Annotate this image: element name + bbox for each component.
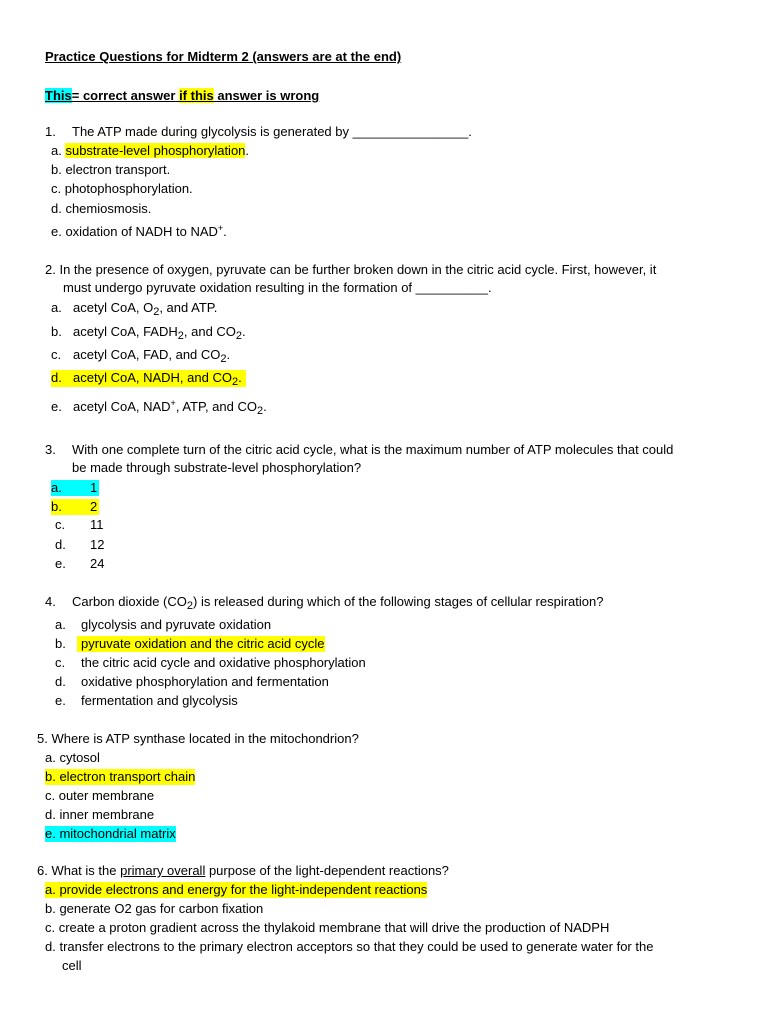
question-2-option-d bbox=[51, 370, 246, 387]
question-5-stem: 5. Where is ATP synthase located in the mitochondrion? bbox=[37, 731, 359, 746]
question-6-option-a: a. provide electrons and energy for the light-independent reactions bbox=[45, 882, 428, 897]
question-5-option-d: d. inner membrane bbox=[45, 807, 155, 822]
question-1-option-e: e. oxidation of NADH to NAD+. bbox=[51, 223, 227, 239]
question-3-option-e: e. 24 bbox=[55, 556, 105, 571]
legend-rest-text: answer is wrong bbox=[213, 88, 320, 103]
question-2-stem-line-2: must undergo pyruvate oxidation resulting in the formation of __________. bbox=[63, 280, 492, 295]
question-3-option-d: d. 12 bbox=[55, 537, 105, 552]
highlight-legend bbox=[45, 88, 319, 104]
question-4-option-a: a. glycolysis and pyruvate oxidation bbox=[55, 617, 272, 632]
page-title: Practice Questions for Midterm 2 (answers are at the end) bbox=[45, 49, 402, 64]
question-1-option-c: c. photophosphorylation. bbox=[51, 181, 193, 196]
question-3-option-c: c. 11 bbox=[55, 517, 104, 532]
question-2-option-e: e. acetyl CoA, NAD+, ATP, and $CO_2$. bbox=[51, 398, 267, 417]
question-1-number: 1. bbox=[45, 124, 56, 139]
question-1-stem: The ATP made during glycolysis is generated by ________________. bbox=[72, 124, 472, 139]
question-3-stem-line-2: be made through substrate-level phosphorylation? bbox=[72, 460, 362, 475]
legend-correct-text: = correct answer bbox=[71, 88, 176, 103]
question-4-option-d: d. oxidative phosphorylation and fermentation bbox=[55, 674, 329, 689]
question-2-option-b: b. acetyl CoA, $FADH_2$, and $CO_2$. bbox=[51, 324, 246, 342]
question-1-option-d: d. chemiosmosis. bbox=[51, 201, 152, 216]
question-3-stem-line-1: With one complete turn of the citric acid cycle, what is the maximum number of ATP molecules that could bbox=[72, 442, 674, 457]
question-4-number: 4. bbox=[45, 594, 56, 609]
correct-answer-highlight: pyruvate oxidation and the citric acid cycle bbox=[77, 636, 325, 652]
question-5-option-b: b. electron transport chain bbox=[45, 769, 196, 784]
question-6-option-d-line-1: d. transfer electrons to the primary electron acceptors so that they could be used to generate water for the bbox=[45, 939, 654, 954]
question-2-option-c: c. acetyl CoA, FAD, and $CO_2$. bbox=[51, 347, 231, 365]
question-4-stem: Carbon dioxide $(CO_2)$ is released during which of the following stages of cellular respiration? bbox=[72, 594, 604, 612]
question-4-option-b: b. pyruvate oxidation and the citric acid cycle bbox=[55, 636, 325, 651]
question-2-option-a: a. acetyl CoA, $O_2$, and ATP. bbox=[51, 300, 218, 318]
legend-wrong-swatch: This bbox=[45, 88, 72, 103]
legend-correct-swatch: if this bbox=[179, 88, 214, 103]
question-6-option-b: b. generate O2 gas for carbon fixation bbox=[45, 901, 264, 916]
question-3-number: 3. bbox=[45, 442, 56, 457]
question-6-stem: 6. What is the primary overall purpose of the light-dependent reactions? bbox=[37, 863, 449, 878]
question-4-option-e: e. fermentation and glycolysis bbox=[55, 693, 238, 708]
question-3-option-a: a. 1 bbox=[51, 480, 98, 495]
question-5-option-c: c. outer membrane bbox=[45, 788, 155, 803]
question-2-stem-line-1: 2. In the presence of oxygen, pyruvate can be further broken down in the citric acid cycle. First, however, it bbox=[45, 262, 657, 277]
question-6-option-c: c. create a proton gradient across the thylakoid membrane that will drive the production of NADPH bbox=[45, 920, 610, 935]
question-3-option-b: b. 2 bbox=[51, 499, 98, 514]
question-6-option-d-line-2: cell bbox=[62, 958, 82, 973]
question-5-option-a: a. cytosol bbox=[45, 750, 100, 765]
question-1-option-a: a. substrate-level phosphorylation. bbox=[51, 143, 250, 158]
question-4-option-c: c. the citric acid cycle and oxidative phosphorylation bbox=[55, 655, 366, 670]
question-1-option-b: b. electron transport. bbox=[51, 162, 171, 177]
question-5-option-e: e. mitochondrial matrix bbox=[45, 826, 176, 841]
correct-answer-highlight: substrate-level phosphorylation bbox=[65, 143, 246, 158]
correct-answer-highlight: d. acetyl CoA, NADH, and $CO_2$. bbox=[51, 370, 246, 387]
